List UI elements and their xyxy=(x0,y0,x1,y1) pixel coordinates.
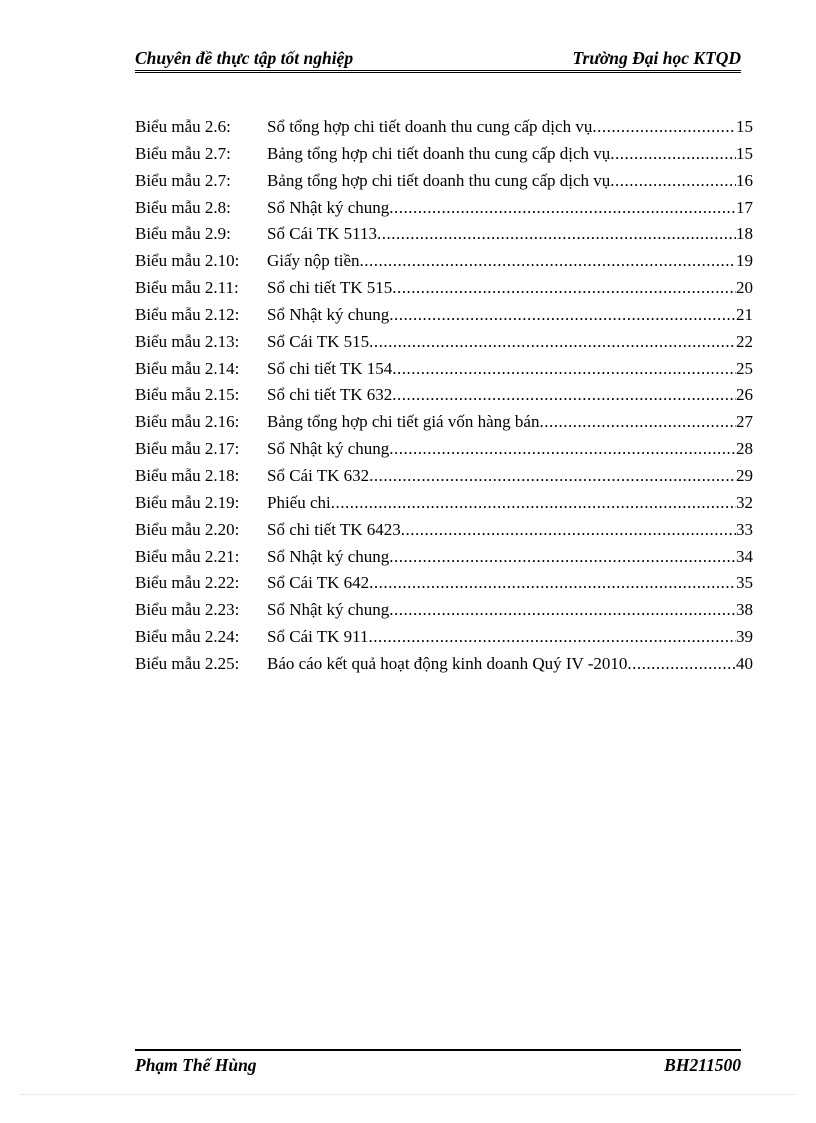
entry-title: Giấy nộp tiền xyxy=(267,251,360,271)
entry-title: Bảng tổng hợp chi tiết giá vốn hàng bán xyxy=(267,412,540,432)
entry-title: Báo cáo kết quả hoạt động kinh doanh Quý IV -2010 xyxy=(267,653,628,673)
dot-leader xyxy=(392,382,736,409)
dot-leader xyxy=(369,329,736,356)
dot-leader xyxy=(369,624,736,651)
dot-leader xyxy=(539,409,736,436)
entry-label: Biểu mẫu 2.14: xyxy=(135,358,240,378)
entry-title: Sổ Cái TK 5113 xyxy=(267,224,378,244)
entry-title: Bảng tổng hợp chi tiết doanh thu cung cấp dịch vụ xyxy=(267,143,611,163)
entry-label: Biểu mẫu 2.16: xyxy=(135,412,240,432)
toc-entry xyxy=(135,544,753,571)
entry-label: Biểu mẫu 2.13: xyxy=(135,331,240,351)
page-header xyxy=(135,48,741,73)
entry-title: Sổ Nhật ký chung xyxy=(267,600,390,620)
entry-label: Biểu mẫu 2.7: xyxy=(135,170,231,190)
toc-entry xyxy=(135,302,753,329)
entry-page-number: 29 xyxy=(736,465,753,485)
entry-title: Phiếu chi xyxy=(267,492,331,512)
entry-title: Sổ Cái TK 515 xyxy=(267,331,370,351)
entry-page-number: 16 xyxy=(736,170,753,190)
dot-leader xyxy=(369,570,736,597)
entry-label: Biểu mẫu 2.7: xyxy=(135,143,231,163)
entry-page-number: 26 xyxy=(736,385,753,405)
toc-entry xyxy=(135,356,753,383)
entry-page-number: 27 xyxy=(736,412,753,432)
footer-divider xyxy=(135,1049,741,1051)
toc-entry xyxy=(135,651,753,678)
toc-entry xyxy=(135,570,753,597)
toc-entry xyxy=(135,382,753,409)
entry-title: Sổ Nhật ký chung xyxy=(267,546,390,566)
entry-page-number: 38 xyxy=(736,600,753,620)
entry-title: Sổ Nhật ký chung xyxy=(267,439,390,459)
entry-title: Sổ Nhật ký chung xyxy=(267,197,390,217)
dot-leader xyxy=(331,490,736,517)
dot-leader xyxy=(392,356,736,383)
entry-page-number: 22 xyxy=(736,331,753,351)
dot-leader xyxy=(389,597,736,624)
entry-label: Biểu mẫu 2.22: xyxy=(135,573,240,593)
entry-label: Biểu mẫu 2.25: xyxy=(135,653,240,673)
entry-label: Biểu mẫu 2.21: xyxy=(135,546,240,566)
page-bottom-edge xyxy=(20,1094,796,1095)
dot-leader xyxy=(389,195,736,222)
entry-label: Biểu mẫu 2.15: xyxy=(135,385,240,405)
entry-label: Biểu mẫu 2.11: xyxy=(135,278,239,298)
entry-page-number: 28 xyxy=(736,439,753,459)
entry-title: Sổ Cái TK 632 xyxy=(267,465,370,485)
dot-leader xyxy=(389,436,736,463)
toc-entry xyxy=(135,329,753,356)
entry-title: Sổ chi tiết TK 632 xyxy=(267,385,393,405)
dot-leader xyxy=(610,141,736,168)
entry-page-number: 35 xyxy=(736,573,753,593)
toc-entry xyxy=(135,436,753,463)
dot-leader xyxy=(369,463,736,490)
toc-entry xyxy=(135,490,753,517)
entry-label: Biểu mẫu 2.20: xyxy=(135,519,240,539)
page-footer xyxy=(135,1055,741,1079)
entry-title: Sổ Cái TK 642 xyxy=(267,573,370,593)
entry-title: Bảng tổng hợp chi tiết doanh thu cung cấp dịch vụ xyxy=(267,170,611,190)
entry-title: Sổ Nhật ký chung xyxy=(267,304,390,324)
entry-page-number: 15 xyxy=(736,117,753,136)
entry-page-number: 15 xyxy=(736,143,753,163)
dot-leader xyxy=(401,517,736,544)
toc-entry xyxy=(135,275,753,302)
toc-entry xyxy=(135,409,753,436)
dot-leader xyxy=(389,544,736,571)
entry-page-number: 25 xyxy=(736,358,753,378)
entry-label: Biểu mẫu 2.9: xyxy=(135,224,231,244)
entry-page-number: 20 xyxy=(736,278,753,298)
dot-leader xyxy=(610,168,736,195)
entry-page-number: 17 xyxy=(736,197,753,217)
toc-entry xyxy=(135,463,753,490)
entry-page-number: 19 xyxy=(736,251,753,271)
toc-entry xyxy=(135,517,753,544)
entry-title: Sổ chi tiết TK 6423 xyxy=(267,519,401,539)
toc-entry xyxy=(135,195,753,222)
dot-leader xyxy=(360,248,736,275)
entry-label: Biểu mẫu 2.18: xyxy=(135,465,240,485)
toc-entry xyxy=(135,141,753,168)
dot-leader xyxy=(592,114,736,141)
entry-label: Biểu mẫu 2.23: xyxy=(135,600,240,620)
entry-label: Biểu mẫu 2.19: xyxy=(135,492,240,512)
toc-entry xyxy=(135,624,753,651)
header-thesis-title: Chuyên đề thực tập tốt nghiệp xyxy=(135,48,354,68)
entry-label: Biểu mẫu 2.24: xyxy=(135,627,240,647)
entry-page-number: 21 xyxy=(736,304,753,324)
entry-page-number: 34 xyxy=(736,546,753,566)
dot-leader xyxy=(627,651,736,678)
footer-student-id: BH211500 xyxy=(664,1055,741,1075)
footer-author: Phạm Thế Hùng xyxy=(135,1055,257,1075)
entry-page-number: 18 xyxy=(736,224,753,244)
entry-title: Sổ tổng hợp chi tiết doanh thu cung cấp dịch vụ xyxy=(267,117,593,136)
entry-page-number: 39 xyxy=(736,627,753,647)
toc-entry xyxy=(135,597,753,624)
header-university: Trường Đại học KTQD xyxy=(572,48,741,68)
entry-page-number: 33 xyxy=(736,519,753,539)
entry-page-number: 32 xyxy=(736,492,753,512)
dot-leader xyxy=(392,275,736,302)
entry-title: Sổ Cái TK 911 xyxy=(267,627,369,647)
list-of-forms xyxy=(135,114,753,678)
toc-entry xyxy=(135,168,753,195)
toc-entry xyxy=(135,248,753,275)
toc-entry xyxy=(135,114,753,141)
entry-label: Biểu mẫu 2.17: xyxy=(135,439,240,459)
dot-leader xyxy=(377,221,736,248)
entry-title: Sổ chi tiết TK 515 xyxy=(267,278,393,298)
entry-page-number: 40 xyxy=(736,653,753,673)
entry-label: Biểu mẫu 2.10: xyxy=(135,251,240,271)
entry-label: Biểu mẫu 2.8: xyxy=(135,197,231,217)
dot-leader xyxy=(389,302,736,329)
entry-label: Biểu mẫu 2.6: xyxy=(135,117,231,136)
toc-entry xyxy=(135,221,753,248)
entry-label: Biểu mẫu 2.12: xyxy=(135,304,240,324)
entry-title: Sổ chi tiết TK 154 xyxy=(267,358,393,378)
